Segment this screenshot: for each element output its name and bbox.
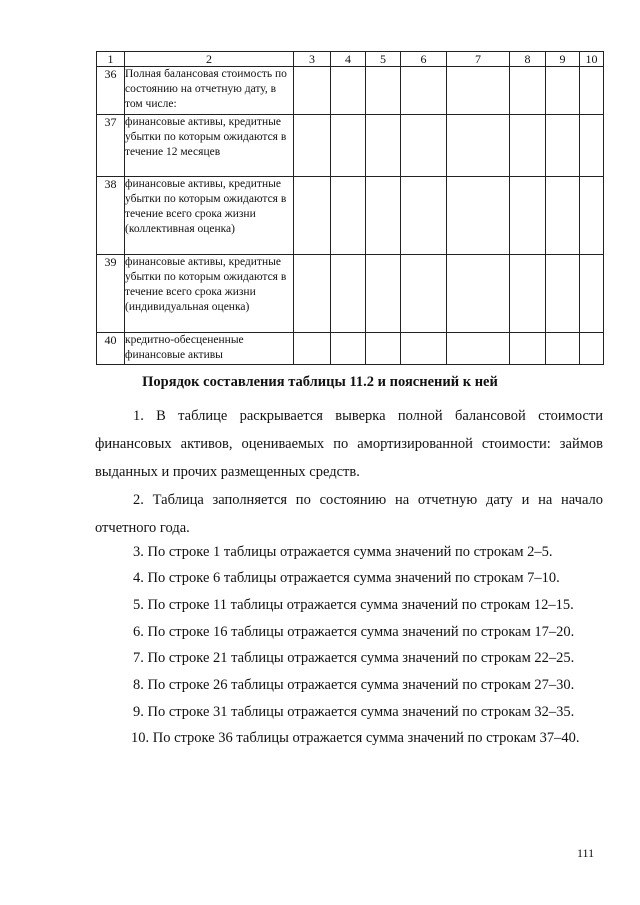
column-header: 7 [447,52,510,67]
list-item: 10. По строке 36 таблицы отражается сумма значений по строкам 37–40. [131,730,580,746]
row-number: 39 [97,255,125,333]
list-item: 7. По строке 21 таблицы отражается сумма значений по строкам 22–25. [133,650,575,666]
column-header: 10 [580,52,604,67]
section-heading: Порядок составления таблицы 11.2 и пояснений к ней [142,374,498,390]
table-row [97,67,604,115]
list-item: 5. По строке 11 таблицы отражается сумма значений по строкам 12–15. [133,597,574,613]
table-row [97,333,604,365]
column-header: 1 [97,52,125,67]
row-number: 40 [97,333,125,365]
paragraph: 2. Таблица заполняется по состоянию на отчетную дату и на начало отчетного года. [95,492,603,536]
row-label: финансовые активы, кредитные убытки по которым ожидаются в течение 12 месяцев [125,115,294,177]
row-number: 36 [97,67,125,115]
column-header: 9 [546,52,580,67]
list-item: 3. По строке 1 таблицы отражается сумма значений по строкам 2–5. [133,544,553,560]
list-item: 4. По строке 6 таблицы отражается сумма значений по строкам 7–10. [133,570,560,586]
column-header: 3 [294,52,331,67]
row-label: кредитно-обесцененные финансовые активы [125,333,294,365]
row-label: финансовые активы, кредитные убытки по которым ожидаются в течение всего срока жизни (коллективная оценка) [125,177,294,255]
column-header: 8 [510,52,546,67]
column-header: 4 [331,52,366,67]
table-row [97,177,604,255]
row-number: 38 [97,177,125,255]
list-item: 9. По строке 31 таблицы отражается сумма значений по строкам 32–35. [133,704,575,720]
table-row [97,255,604,333]
column-header: 2 [125,52,294,67]
list-item: 6. По строке 16 таблицы отражается сумма значений по строкам 17–20. [133,624,575,640]
paragraph: 1. В таблице раскрывается выверка полной балансовой стоимости финансовых активов, оцениваемых по амортизированной стоимости: займов выданных и прочих размещенных средств. [95,408,603,480]
list-item: 8. По строке 26 таблицы отражается сумма значений по строкам 27–30. [133,677,575,693]
column-header: 6 [401,52,447,67]
row-number: 37 [97,115,125,177]
table-header-row [97,52,604,67]
reconciliation-table [96,51,604,365]
column-header: 5 [366,52,401,67]
page-number: 111 [577,846,595,860]
row-label: финансовые активы, кредитные убытки по которым ожидаются в течение всего срока жизни (индивидуальная оценка) [125,255,294,333]
row-label: Полная балансовая стоимость по состоянию на отчетную дату, в том числе: [125,67,294,115]
table-row [97,115,604,177]
